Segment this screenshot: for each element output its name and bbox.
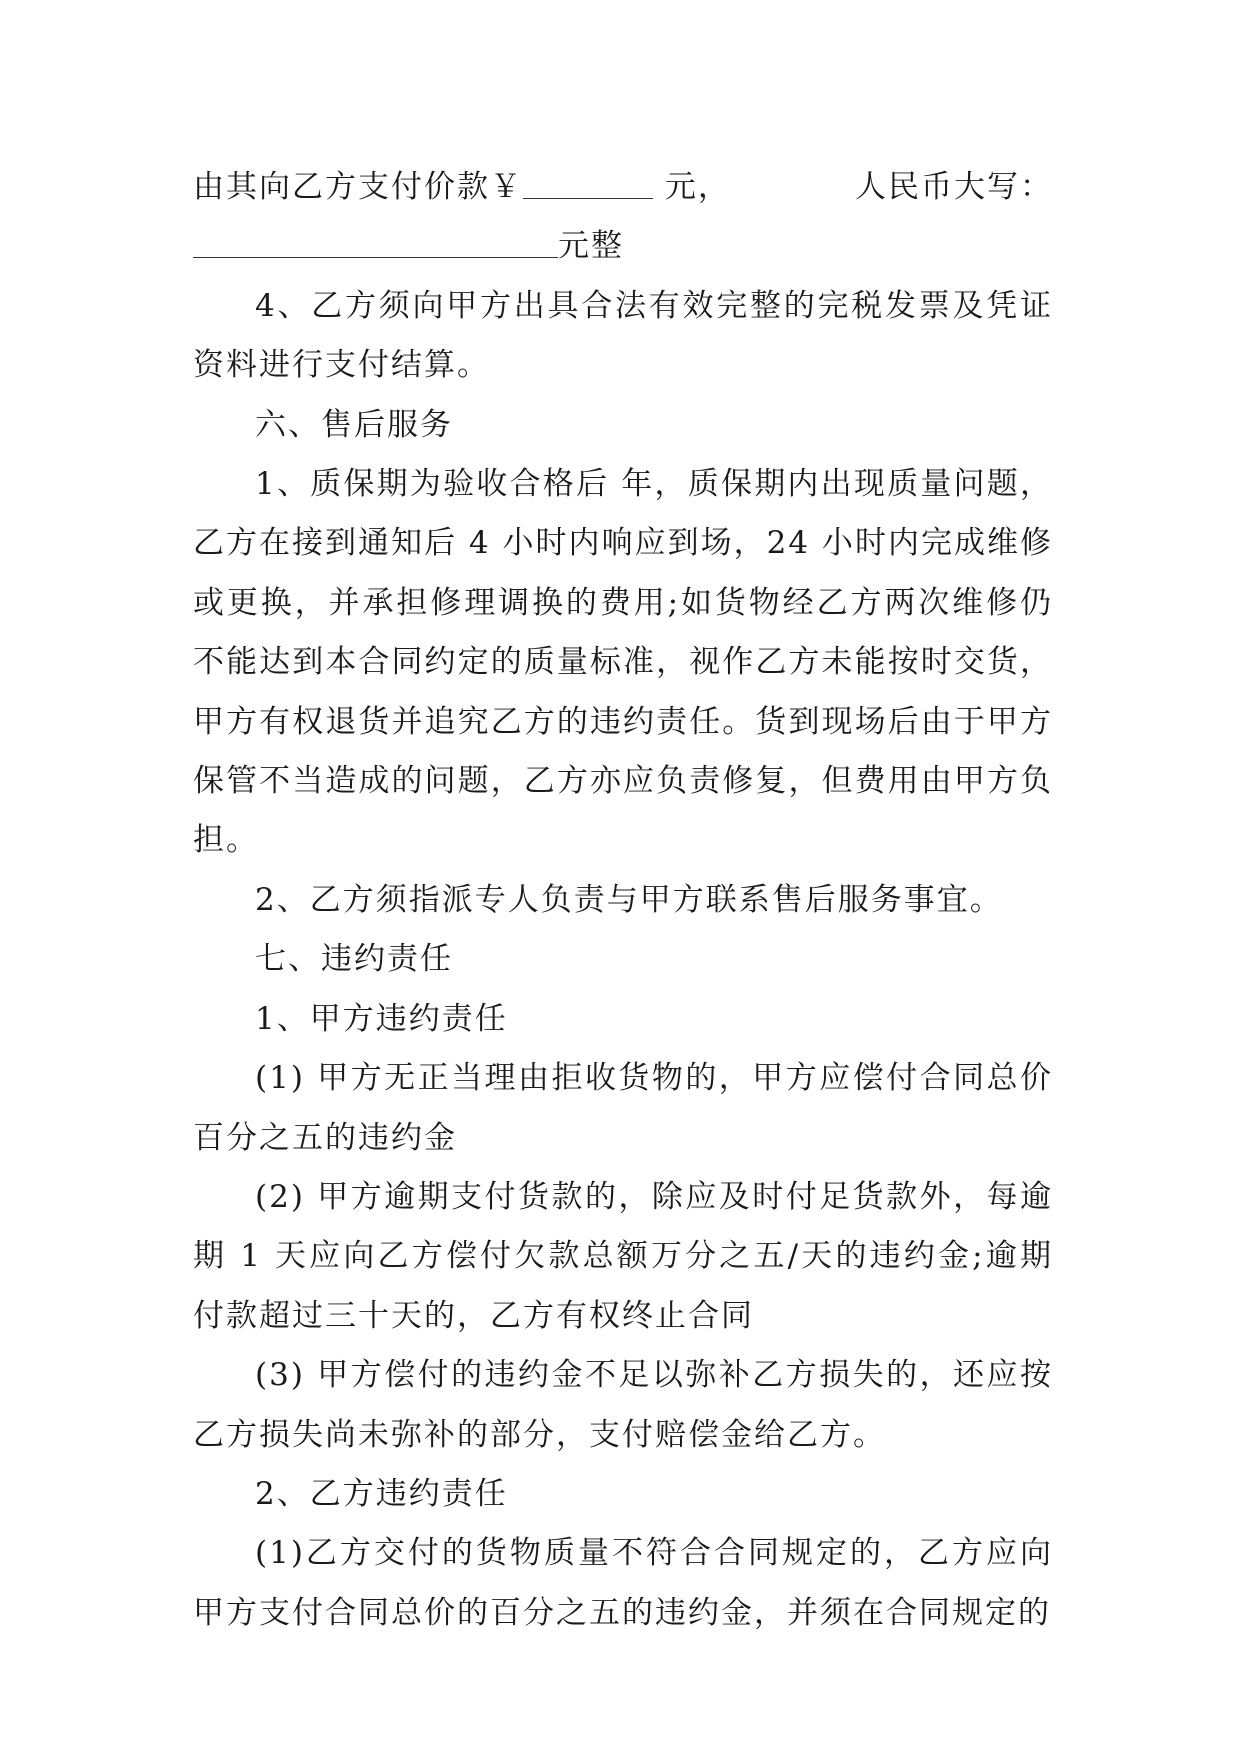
- uppercase-amount-blank: [193, 233, 558, 258]
- yuan-zheng-text: 元整: [558, 228, 624, 265]
- clause-b-1: (1)乙方交付的货物质量不符合合同规定的，乙方应向甲方支付合同总价的百分之五的违约金，并须在合同规定的: [193, 1535, 1053, 1631]
- subheading-party-a-liability: 1、甲方违约责任: [255, 1000, 508, 1037]
- clause-service-contact: 2、乙方须指派专人负责与甲方联系售后服务事宜。: [255, 881, 1003, 918]
- clause-a-3: (3) 甲方偿付的违约金不足以弥补乙方损失的，还应按乙方损失尚未弥补的部分，支付赔偿金给乙方。: [193, 1357, 1053, 1453]
- payment-line: [193, 158, 1053, 217]
- subheading-party-b-liability: 2、乙方违约责任: [255, 1475, 508, 1512]
- section-heading-after-sales: 六、售后服务: [255, 406, 453, 443]
- yuan-text: 元，: [664, 169, 731, 205]
- amount-blank: [523, 174, 653, 199]
- rmb-uppercase-label: 人民币大写：: [855, 169, 1053, 205]
- clause-a-1: (1) 甲方无正当理由拒收货物的，甲方应偿付合同总价百分之五的违约金: [193, 1060, 1053, 1156]
- document-body: [193, 158, 1053, 1643]
- payment-text: 由其向乙方支付价款￥: [193, 169, 523, 205]
- clause-4-invoice: 4、乙方须向甲方出具合法有效完整的完税发票及凭证资料进行支付结算。: [193, 287, 1053, 384]
- clause-a-2: (2) 甲方逾期支付货款的，除应及时付足货款外，每逾期 1 天应向乙方偿付欠款总额万分之五/天的违约金;逾期付款超过三十天的，乙方有权终止合同: [193, 1178, 1053, 1334]
- uppercase-amount-line: [193, 217, 1053, 276]
- section-heading-liability: 七、违约责任: [255, 941, 453, 978]
- clause-warranty: 1、质保期为验收合格后 年，质保期内出现质量问题，乙方在接到通知后 4 小时内响应到场，24 小时内完成维修或更换，并承担修理调换的费用;如货物经乙方两次维修仍不能达到本合同约定的质量标准，视作乙方未能按时交货，甲方有权退货并追究乙方的违约责任。货到现场后由于甲方保管不当造成的问题，乙方亦应负责修复，但费用由甲方负担。: [193, 466, 1053, 859]
